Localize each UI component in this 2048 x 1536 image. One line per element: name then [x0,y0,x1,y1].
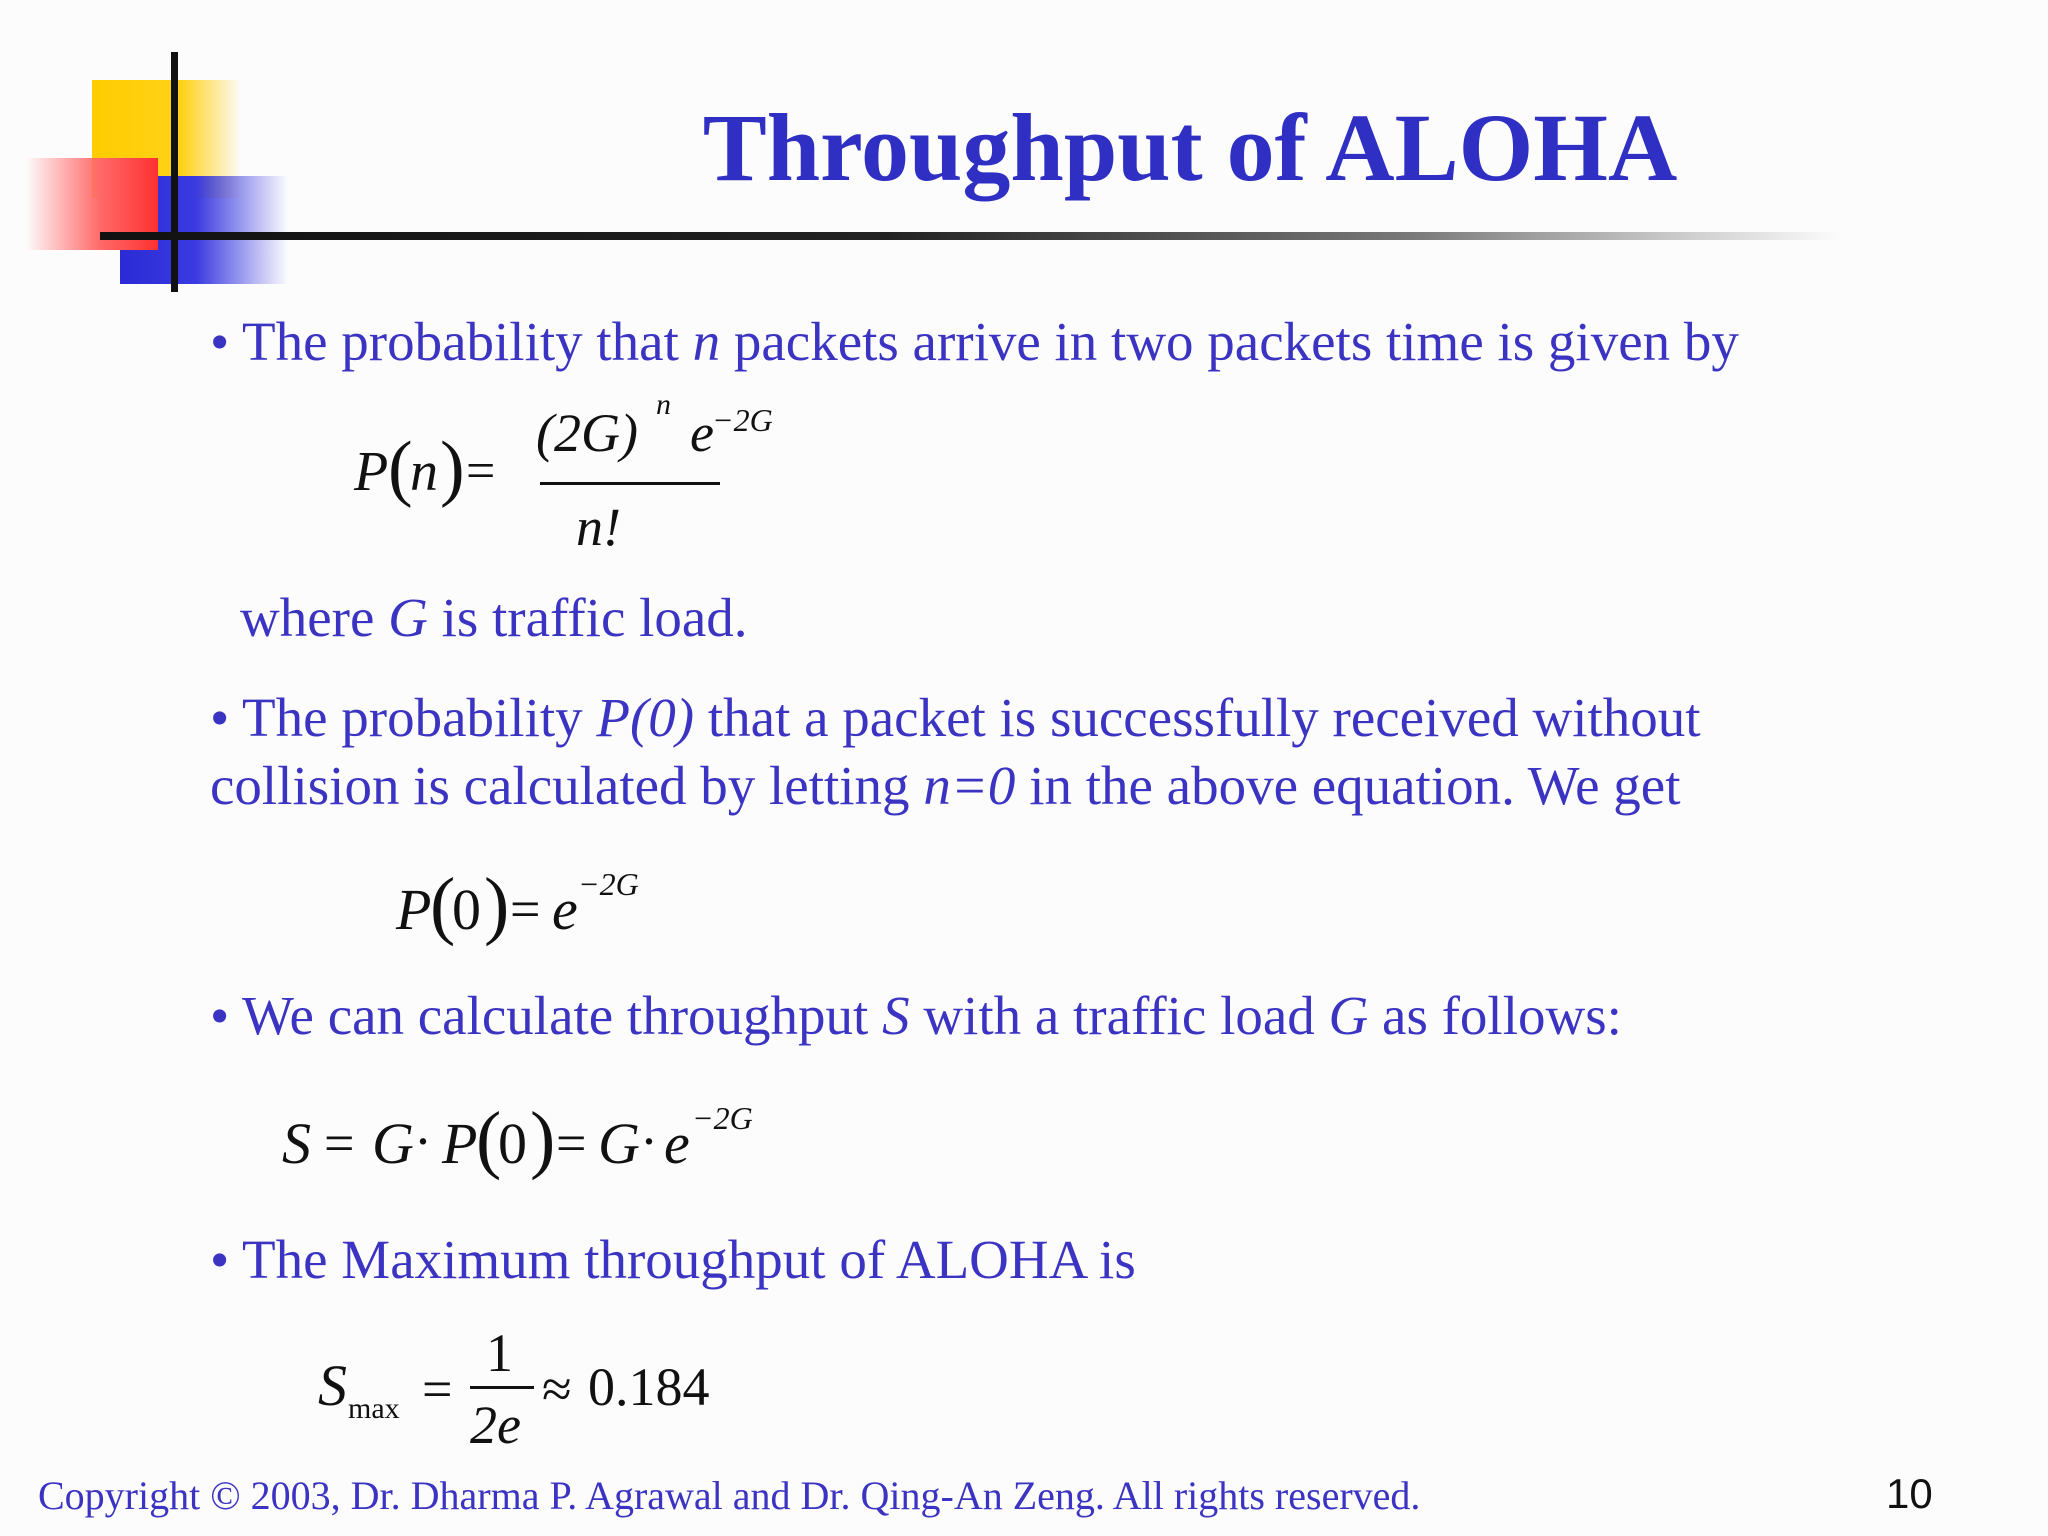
var-p0: P(0) [596,687,695,748]
where-line [240,584,748,652]
eq2-equals: = [510,879,541,939]
eq2-zero: 0 [452,877,481,942]
eq1-numerator-e: e [690,403,714,463]
eq3-e: e [664,1111,690,1176]
eq3-exponent: −2G [692,1100,753,1136]
bullet-3 [210,982,1622,1050]
eq1-denominator: n! [576,497,621,557]
eq1-P: P [354,441,389,503]
bullet-3-text-c: as follows: [1368,985,1622,1046]
bullet-2-line-2 [210,752,1681,820]
where-text-a: where [240,587,389,648]
var-n0: n=0 [923,755,1016,816]
eq2-exponent: −2G [578,866,639,902]
eq4-approx: ≈ [542,1359,572,1419]
decor-vertical-line [171,52,178,292]
bullet-3-text-a: We can calculate throughput [242,985,883,1046]
var-S: S [882,985,910,1046]
bullet-2-text-c: collision is calculated by letting [210,755,924,816]
bullet-1 [210,308,1739,376]
eq4-S: S [318,1353,347,1418]
eq3-zero: 0 [498,1111,527,1176]
eq4-equals: = [422,1359,453,1419]
eq3-S: S [282,1111,311,1176]
eq3-G-1: G [372,1111,414,1176]
eq3-dot-1: · [414,1111,432,1171]
bullet-marker: • [210,985,230,1046]
bullet-2-text-d: in the above equation. We get [1015,755,1681,816]
eq1-open-paren: ( [388,427,413,509]
eq1-close-paren: ) [440,427,465,509]
var-G: G [388,587,428,648]
var-n: n [692,311,721,372]
bullet-4-text: The Maximum throughput of ALOHA is [242,1229,1136,1290]
eq3-G-2: G [598,1111,640,1176]
eq4-denominator: 2e [470,1395,521,1455]
eq3-open-paren: ( [476,1097,502,1181]
page-number: 10 [1886,1470,1933,1517]
bullet-marker: • [210,1229,230,1290]
bullet-3-text-b: with a traffic load [909,985,1329,1046]
bullet-1-text-b: packets arrive in two packets time is given by [720,311,1739,372]
bullet-2-text-a: The probability [242,687,597,748]
eq3-dot-2: · [640,1111,658,1171]
bullet-2-line-1 [210,684,1701,752]
eq2-P: P [396,877,432,942]
eq4-subscript: max [348,1392,400,1425]
eq4-value: 0.184 [588,1357,710,1417]
eq3-close-paren: ) [530,1097,556,1181]
eq3-equals-2: = [556,1113,587,1173]
eq2-close-paren: ) [484,863,510,947]
eq1-n: n [410,441,438,503]
copyright-footer: Copyright © 2003, Dr. Dharma P. Agrawal and Dr. Qing-An Zeng. All rights reserved. [38,1473,1421,1518]
bullet-1-text-a: The probability that [242,311,693,372]
eq1-fraction-bar [540,482,720,485]
eq1-numerator-exp-2g: −2G [712,402,773,438]
eq4-fraction-bar [470,1386,534,1389]
title-underline [100,232,1840,240]
eq3-equals-1: = [324,1113,355,1173]
eq3-P: P [442,1111,478,1176]
bullet-marker: • [210,311,230,372]
where-text-b: is traffic load. [427,587,748,648]
eq1-numerator-exp-n: n [656,388,671,421]
eq2-open-paren: ( [430,863,456,947]
eq2-e: e [552,877,578,942]
eq1-equals: = [466,443,496,500]
var-G: G [1328,985,1369,1046]
eq4-numerator: 1 [486,1323,513,1383]
eq1-numerator-base: (2G) [536,403,638,463]
slide-title: Throughput of ALOHA [702,94,1678,201]
bullet-2-text-b: that a packet is successfully received without [694,687,1701,748]
bullet-4 [210,1226,1136,1294]
bullet-marker: • [210,687,230,748]
